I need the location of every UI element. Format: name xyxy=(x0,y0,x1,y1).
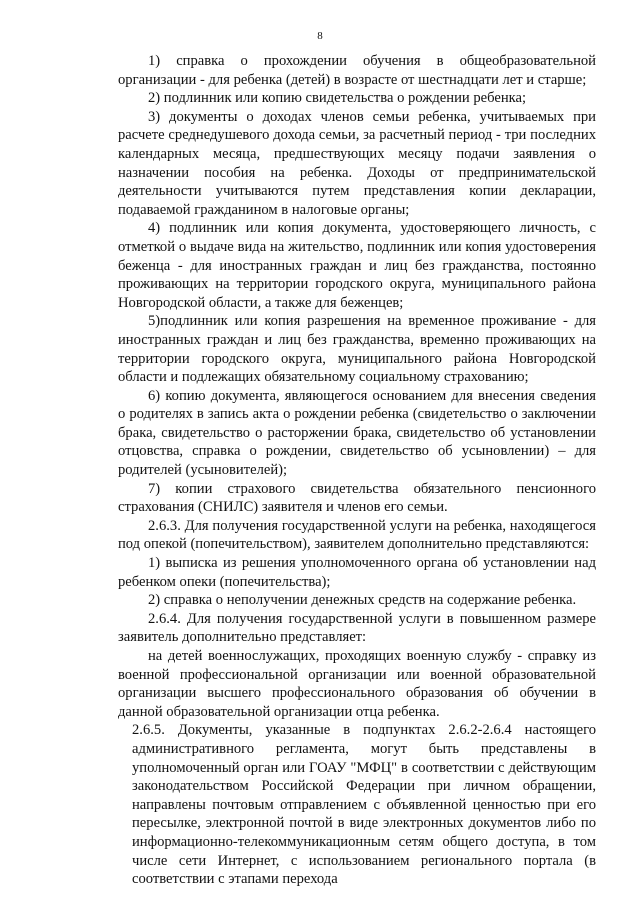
paragraph-item-5: 5)подлинник или копия разрешения на временное проживание - для иностранных граждан и лиц без гражданства, временно проживающих на территории городского округа, муниципального района Новгородской области и подлежащих обязательному социальному страхованию; xyxy=(118,313,596,386)
paragraph-item-1: 1) справка о прохождении обучения в общеобразовательной организации - для ребенка (детей) в возрасте от шестнадцати лет и старше; xyxy=(118,53,596,88)
paragraph-item-2: 2) подлинник или копию свидетельства о рождении ребенка; xyxy=(148,90,527,107)
paragraph-2-6-3-item-1: 1) выписка из решения уполномоченного органа об установлении над ребенком опеки (попечительства); xyxy=(118,555,596,590)
paragraph-2-6-4-text: на детей военнослужащих, проходящих военную службу - справку из военной профессиональной организации или военной образовательной организации высшего профессионального образования об обучении в данной образовательной организации отца ребенка. xyxy=(118,648,596,720)
paragraph-item-4: 4) подлинник или копия документа, удостоверяющего личность, с отметкой о выдаче вида на жительство, подлинник или копия удостоверения беженца - для иностранных граждан и лиц без гражданства, постоянно проживающих на территории городского округа, муниципального района Новгородской области, а также для беженцев; xyxy=(118,220,596,311)
paragraph-2-6-3-item-2: 2) справка о неполучении денежных средств на содержание ребенка. xyxy=(148,592,577,609)
section-2-6-4: 2.6.4. Для получения государственной услуги в повышенном размере заявитель дополнительно представляет: xyxy=(118,610,596,646)
document-body xyxy=(118,52,596,889)
section-2-6-5: 2.6.5. Документы, указанные в подпунктах 2.6.2-2.6.4 настоящего административного регламента, могут быть представлены в уполномоченный орган или ГОАУ "МФЦ" в соответствии с действующим законодательством Российской Федерации при личном обращении, направлены почтовым отправлением с объявленной ценностью при его пересылке, электронной почтой в виде электронных документов либо по информационно-телекоммуникационным сетям общего доступа, в том числе сети Интернет, с использованием регионального портала (в соответствии с этапами перехода xyxy=(132,722,596,888)
paragraph-item-6: 6) копию документа, являющегося основанием для внесения сведения о родителях в запись акта о рождении ребенка (свидетельство о заключении брака, свидетельство о расторжении брака, свидетельство об установлении отцовства, справка о рождении, свидетельство об усыновлении) – для родителей (усыновителей); xyxy=(118,387,596,479)
paragraph-item-3: 3) документы о доходах членов семьи ребенка, учитываемых при расчете среднедушевого дохода семьи, за расчетный период - три последних календарных месяца, предшествующих месяцу подачи заявления о назначении пособия на ребенка. Доходы от предпринимательской деятельности учитываются путем представления копии декларации, подаваемой гражданином в налоговые органы; xyxy=(118,108,596,218)
section-2-6-3: 2.6.3. Для получения государственной услуги на ребенка, находящегося под опекой (попечительством), заявителем дополнительно представляются: xyxy=(118,517,596,553)
page-number: 8 xyxy=(317,30,323,42)
paragraph-item-7: 7) копии страхового свидетельства обязательного пенсионного страхования (СНИЛС) заявителя и членов его семьи. xyxy=(118,480,596,516)
